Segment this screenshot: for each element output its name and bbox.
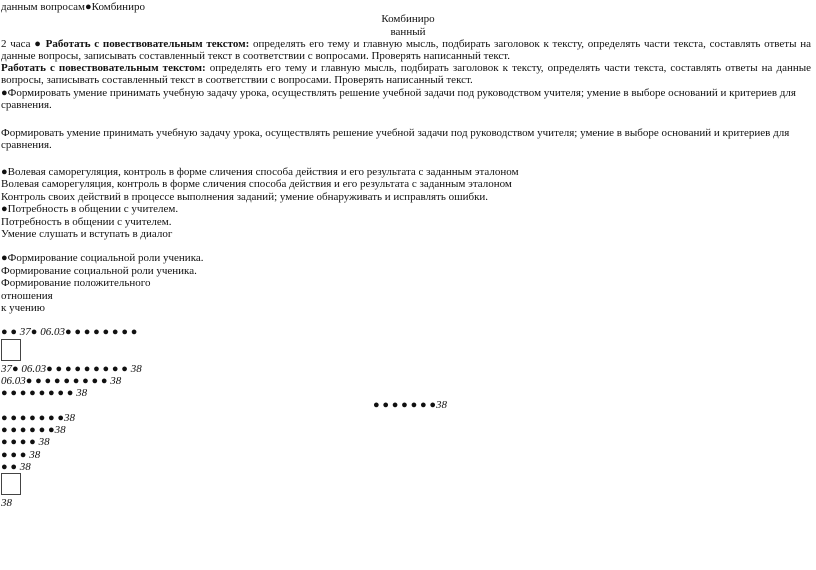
task-body-2: определять его тему и главную мысль, подбирать заголовок к тексту, определять части текста, составлять ответы на данные вопросы, записывать составленный текст в соответствии с вопросами. Проверять написанный текст.: [1, 62, 812, 87]
bullet-icon: ● ● ● ●: [1, 436, 36, 448]
task-paragraph-2: [1, 62, 811, 87]
skill-6-text: Потребность в общении с учителем.: [7, 203, 179, 215]
code-date: 06.03: [21, 363, 47, 375]
bullet-icon: ●: [30, 326, 38, 338]
code-38: 38: [110, 375, 122, 387]
code-38: 38: [436, 399, 448, 411]
lesson-type-title-2: ванный: [390, 26, 426, 38]
code-38: 38: [130, 363, 142, 375]
code-date: 06.03: [40, 326, 65, 338]
skill-9: [1, 252, 204, 264]
code-37: 37: [19, 326, 31, 338]
code-38: 38: [54, 424, 66, 436]
bullet-icon: ●: [1, 87, 8, 99]
task-heading-2: Работать с повествовательным текстом:: [1, 62, 206, 74]
skill-11: Формирование положительного: [1, 277, 151, 289]
top-text-a: данным вопросам: [1, 1, 85, 13]
skill-10: Формирование социальной роли ученика.: [1, 265, 197, 277]
code-37: 37: [1, 363, 12, 375]
bullet-icon: ● ● ● ● ● ● ●: [1, 412, 65, 424]
bullet-icon: ● ● ● ● ● ● ● ● ●: [46, 363, 128, 375]
bullet-icon: ●: [1, 166, 8, 178]
task-heading: Работать с повествовательным текстом:: [45, 38, 250, 50]
code-38: 38: [64, 412, 76, 424]
skill-1: [1, 87, 811, 112]
code-row-1: [1, 326, 137, 338]
task-body: определять его тему и главную мысль, подбирать заголовок к тексту, определять части текста, составлять ответы на данные вопросы, записывать составленный текст в соответствии с вопросами. Проверять написанный текст.: [1, 38, 811, 63]
code-date: 06.03: [1, 375, 26, 387]
bullet-icon: ●: [1, 252, 8, 264]
code-row-3: [1, 375, 121, 387]
bullet-icon: ● ● ● ● ● ● ●: [373, 399, 437, 411]
bullet-icon: ●: [12, 363, 19, 375]
skill-3: [1, 166, 519, 178]
code-38: 38: [1, 497, 12, 509]
skill-5: Контроль своих действий в процессе выполнения заданий; умение обнаруживать и исправлять ошибки.: [1, 191, 489, 203]
code-row-10: [1, 461, 31, 473]
skill-3-text: Волевая саморегуляция, контроль в форме сличения способа действия и его результата с заданным эталоном: [7, 166, 519, 178]
skill-7: Потребность в общении с учителем.: [1, 216, 172, 228]
code-38: 38: [19, 461, 31, 473]
bullet-icon: ● ●: [1, 461, 18, 473]
lesson-type-title-1: Комбиниро: [381, 13, 435, 25]
code-row-8: [1, 436, 50, 448]
bullet-icon: ●: [85, 1, 92, 13]
code-row-4: [1, 387, 87, 399]
task-paragraph: [1, 38, 811, 63]
code-row-5: [373, 399, 447, 411]
bullet-icon: ● ● ● ● ● ● ● ●: [64, 326, 138, 338]
bullet-icon: ●: [34, 38, 42, 50]
code-38: 38: [29, 449, 41, 461]
skill-9-text: Формирование социальной роли ученика.: [7, 252, 204, 264]
skill-6: [1, 203, 178, 215]
top-line: [1, 1, 145, 13]
skill-8: Умение слушать и вступать в диалог: [1, 228, 173, 240]
empty-box: [1, 339, 21, 361]
skill-1-text: Формировать умение принимать учебную задачу урока, осуществлять решение учебной задачи под руководством учителя; умение в выборе оснований и критериев для сравнения.: [1, 87, 796, 112]
top-text-b: Комбиниро: [91, 1, 145, 13]
skill-13: к учению: [1, 302, 45, 314]
bullet-icon: ● ● ● ● ● ●: [1, 424, 55, 436]
code-38: 38: [38, 436, 50, 448]
code-row-7: [1, 424, 66, 436]
bullet-icon: ● ● ●: [1, 449, 27, 461]
code-row-11: [1, 497, 12, 509]
hours: 2 часа: [1, 38, 31, 50]
bullet-icon: ● ● ● ● ● ● ● ● ●: [25, 375, 108, 387]
code-row-6: [1, 412, 75, 424]
bullet-icon: ● ●: [1, 326, 18, 338]
skill-4: Волевая саморегуляция, контроль в форме сличения способа действия и его результата с заданным эталоном: [1, 178, 512, 190]
bullet-icon: ● ● ● ● ● ● ● ●: [1, 387, 74, 399]
code-row-9: [1, 449, 40, 461]
skill-12: отношения: [1, 290, 53, 302]
skill-2: Формировать умение принимать учебную задачу урока, осуществлять решение учебной задачи под руководством учителя; умение в выборе оснований и критериев для сравнения.: [1, 127, 790, 152]
code-38: 38: [76, 387, 88, 399]
code-row-2: [1, 363, 142, 375]
empty-box: [1, 473, 21, 495]
bullet-icon: ●: [1, 203, 8, 215]
